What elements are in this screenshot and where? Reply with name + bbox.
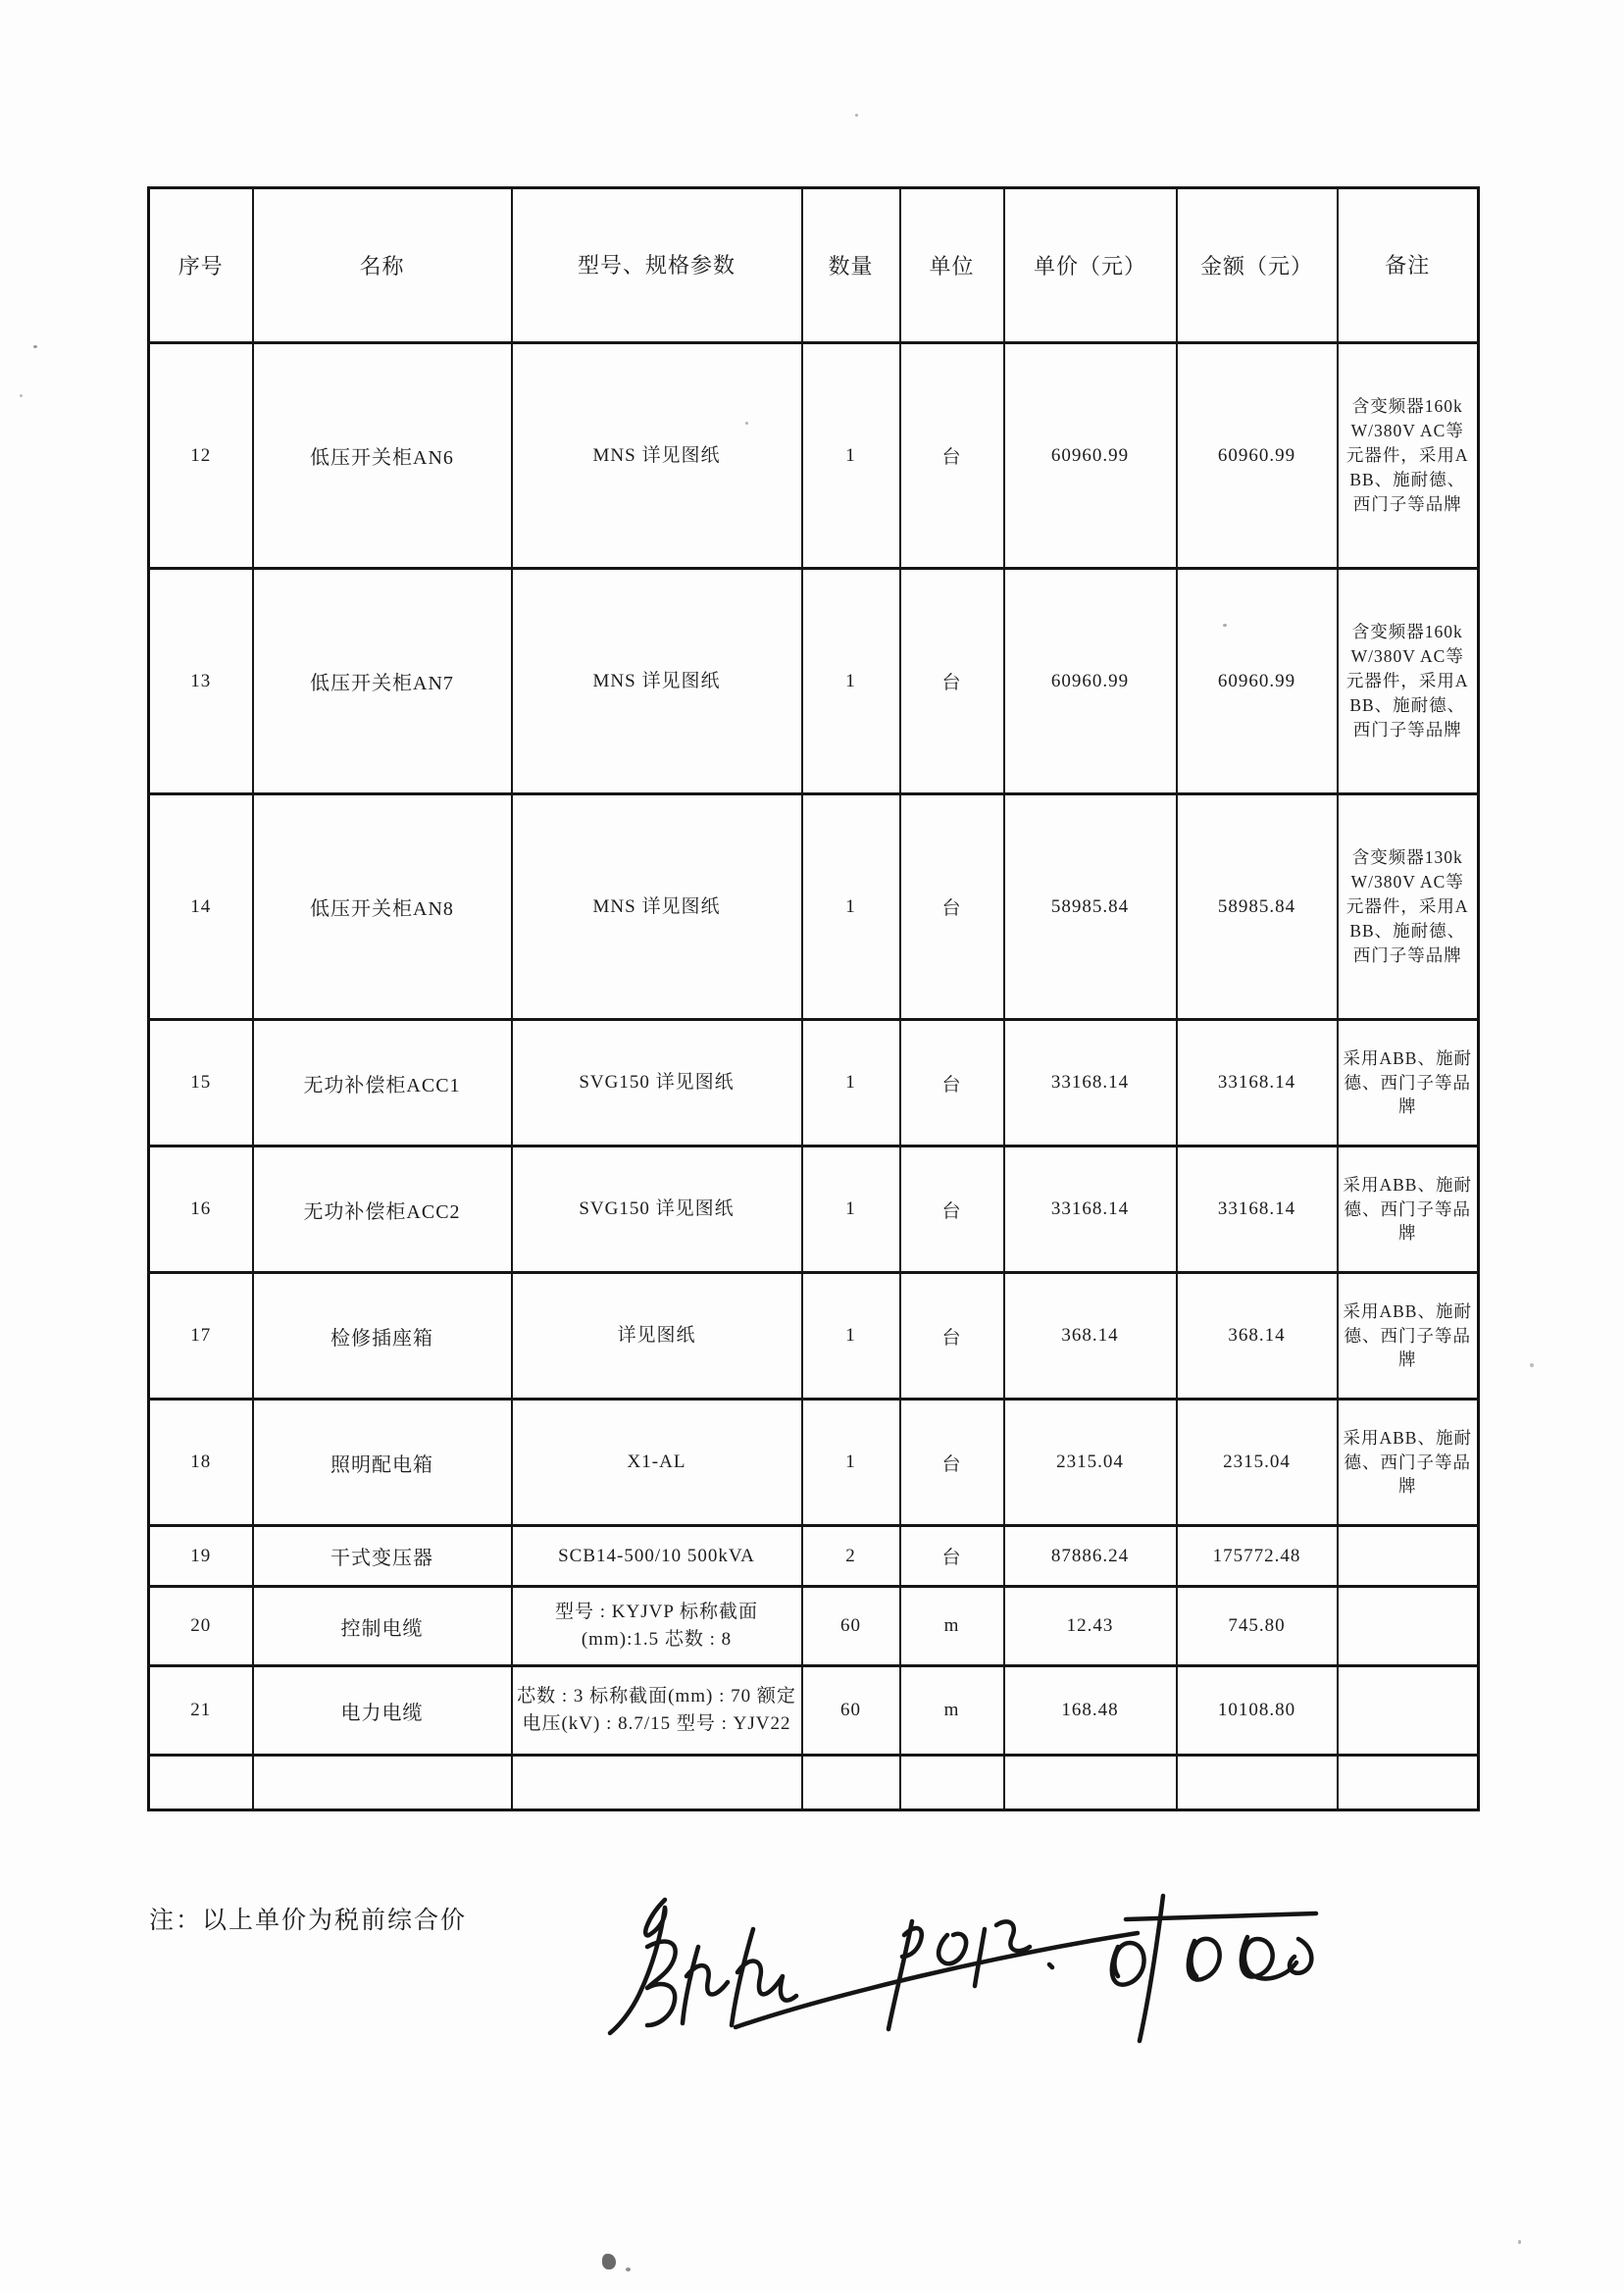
cell-unit: 台	[900, 343, 1004, 569]
cell-qty	[802, 1756, 900, 1810]
signature-3	[1112, 1896, 1316, 2041]
cell-amount: 33168.14	[1177, 1146, 1338, 1273]
table-row	[149, 569, 1479, 794]
cell-qty: 1	[802, 1400, 900, 1526]
cell-spec	[512, 1756, 802, 1810]
cell-no: 12	[149, 343, 253, 569]
cell-no	[149, 1756, 253, 1810]
header-unit_price: 单价（元）	[1004, 188, 1177, 343]
cell-amount	[1177, 1756, 1338, 1810]
cell-spec: MNS 详见图纸	[512, 569, 802, 794]
cell-amount: 60960.99	[1177, 343, 1338, 569]
table-row	[149, 1273, 1479, 1400]
cell-unit: 台	[900, 1273, 1004, 1400]
cell-qty: 2	[802, 1526, 900, 1587]
signature-1	[610, 1900, 1138, 2033]
table-row	[149, 1146, 1479, 1273]
cell-amount: 2315.04	[1177, 1400, 1338, 1526]
header-name: 名称	[253, 188, 512, 343]
cell-name: 电力电缆	[253, 1666, 512, 1756]
cell-remark	[1338, 1756, 1479, 1810]
cell-unit_price: 33168.14	[1004, 1020, 1177, 1146]
cell-spec: SVG150 详见图纸	[512, 1146, 802, 1273]
cell-amount: 10108.80	[1177, 1666, 1338, 1756]
cell-amount: 60960.99	[1177, 569, 1338, 794]
cell-remark: 采用ABB、施耐德、西门子等品牌	[1338, 1020, 1479, 1146]
cell-no: 13	[149, 569, 253, 794]
scan-speckle	[33, 345, 37, 348]
cell-amount: 58985.84	[1177, 794, 1338, 1020]
cell-remark: 采用ABB、施耐德、西门子等品牌	[1338, 1146, 1479, 1273]
table-row	[149, 794, 1479, 1020]
scan-speckle	[745, 422, 748, 425]
cell-no: 18	[149, 1400, 253, 1526]
cell-unit: 台	[900, 1400, 1004, 1526]
price-table	[147, 186, 1480, 1811]
cell-no: 20	[149, 1587, 253, 1666]
cell-spec: MNS 详见图纸	[512, 794, 802, 1020]
cell-amount: 175772.48	[1177, 1526, 1338, 1587]
table-row	[149, 1587, 1479, 1666]
cell-remark	[1338, 1526, 1479, 1587]
cell-unit_price: 2315.04	[1004, 1400, 1177, 1526]
cell-name: 检修插座箱	[253, 1273, 512, 1400]
cell-spec: 型号 : KYJVP 标称截面(mm):1.5 芯数 : 8	[512, 1587, 802, 1666]
cell-unit: m	[900, 1587, 1004, 1666]
scan-speckle	[1518, 2240, 1521, 2244]
cell-amount: 745.80	[1177, 1587, 1338, 1666]
cell-unit	[900, 1756, 1004, 1810]
table-body	[149, 343, 1479, 1810]
header-spec: 型号、规格参数	[512, 188, 802, 343]
table-row	[149, 1400, 1479, 1526]
cell-no: 14	[149, 794, 253, 1020]
table-header-row	[149, 188, 1479, 343]
table-row	[149, 343, 1479, 569]
cell-name: 控制电缆	[253, 1587, 512, 1666]
cell-remark	[1338, 1587, 1479, 1666]
cell-unit_price: 168.48	[1004, 1666, 1177, 1756]
cell-spec: X1-AL	[512, 1400, 802, 1526]
cell-remark: 采用ABB、施耐德、西门子等品牌	[1338, 1400, 1479, 1526]
cell-no: 15	[149, 1020, 253, 1146]
cell-unit: 台	[900, 794, 1004, 1020]
cell-name: 低压开关柜AN7	[253, 569, 512, 794]
scan-speckle	[1530, 1363, 1534, 1367]
cell-spec: 芯数 : 3 标称截面(mm) : 70 额定电压(kV) : 8.7/15 型号 : YJV22	[512, 1666, 802, 1756]
scan-speckle	[1223, 624, 1227, 627]
signatures	[588, 1878, 1353, 2069]
table-row	[149, 1020, 1479, 1146]
cell-spec: SVG150 详见图纸	[512, 1020, 802, 1146]
cell-remark: 含变频器130kW/380V AC等元器件，采用ABB、施耐德、西门子等品牌	[1338, 794, 1479, 1020]
cell-remark: 采用ABB、施耐德、西门子等品牌	[1338, 1273, 1479, 1400]
cell-unit_price: 60960.99	[1004, 569, 1177, 794]
cell-unit_price	[1004, 1756, 1177, 1810]
cell-unit_price: 60960.99	[1004, 343, 1177, 569]
scan-smudge	[602, 2254, 616, 2269]
table-row	[149, 1756, 1479, 1810]
table-row	[149, 1526, 1479, 1587]
cell-qty: 60	[802, 1587, 900, 1666]
cell-unit_price: 368.14	[1004, 1273, 1177, 1400]
cell-name: 无功补偿柜ACC1	[253, 1020, 512, 1146]
cell-qty: 1	[802, 1273, 900, 1400]
cell-qty: 1	[802, 569, 900, 794]
cell-qty: 1	[802, 343, 900, 569]
cell-unit: 台	[900, 1146, 1004, 1273]
cell-spec: MNS 详见图纸	[512, 343, 802, 569]
cell-unit: m	[900, 1666, 1004, 1756]
cell-remark: 含变频器160kW/380V AC等元器件，采用ABB、施耐德、西门子等品牌	[1338, 569, 1479, 794]
cell-no: 19	[149, 1526, 253, 1587]
table-row	[149, 1666, 1479, 1756]
cell-unit: 台	[900, 569, 1004, 794]
cell-unit: 台	[900, 1020, 1004, 1146]
cell-no: 17	[149, 1273, 253, 1400]
cell-no: 21	[149, 1666, 253, 1756]
cell-remark	[1338, 1666, 1479, 1756]
header-unit: 单位	[900, 188, 1004, 343]
header-remark: 备注	[1338, 188, 1479, 343]
header-amount: 金额（元）	[1177, 188, 1338, 343]
note: 注：以上单价为税前综合价	[149, 1908, 468, 1934]
cell-name	[253, 1756, 512, 1810]
cell-amount: 33168.14	[1177, 1020, 1338, 1146]
cell-qty: 1	[802, 1146, 900, 1273]
cell-name: 干式变压器	[253, 1526, 512, 1587]
cell-spec: SCB14-500/10 500kVA	[512, 1526, 802, 1587]
cell-amount: 368.14	[1177, 1273, 1338, 1400]
cell-no: 16	[149, 1146, 253, 1273]
cell-qty: 1	[802, 794, 900, 1020]
cell-name: 低压开关柜AN8	[253, 794, 512, 1020]
cell-unit: 台	[900, 1526, 1004, 1587]
header-no: 序号	[149, 188, 253, 343]
cell-unit_price: 58985.84	[1004, 794, 1177, 1020]
cell-qty: 1	[802, 1020, 900, 1146]
cell-name: 低压开关柜AN6	[253, 343, 512, 569]
cell-name: 无功补偿柜ACC2	[253, 1146, 512, 1273]
cell-spec: 详见图纸	[512, 1273, 802, 1400]
cell-name: 照明配电箱	[253, 1400, 512, 1526]
signature-2	[888, 1921, 1052, 2029]
cell-unit_price: 33168.14	[1004, 1146, 1177, 1273]
scan-speckle	[855, 114, 858, 117]
cell-remark: 含变频器160kW/380V AC等元器件，采用ABB、施耐德、西门子等品牌	[1338, 343, 1479, 569]
scan-speckle	[20, 394, 23, 397]
header-qty: 数量	[802, 188, 900, 343]
cell-unit_price: 12.43	[1004, 1587, 1177, 1666]
cell-unit_price: 87886.24	[1004, 1526, 1177, 1587]
scan-speckle	[626, 2268, 631, 2271]
cell-qty: 60	[802, 1666, 900, 1756]
